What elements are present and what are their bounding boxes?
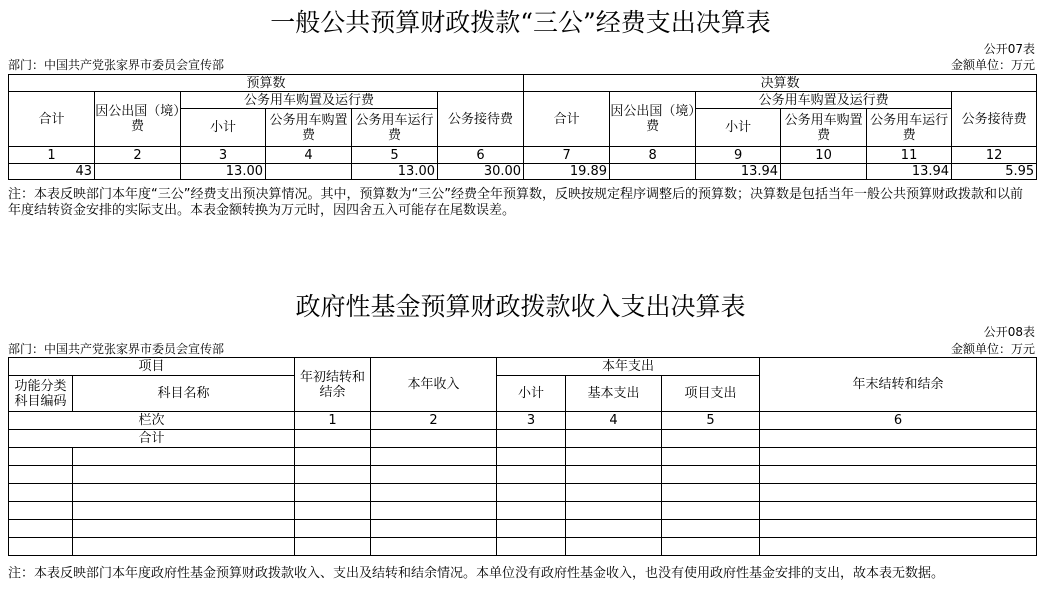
column-number: 6 [760, 412, 1037, 430]
column-number: 6 [438, 147, 524, 164]
three-public-expense-table [8, 74, 1037, 180]
column-number: 2 [371, 412, 497, 430]
table-row [9, 466, 1037, 484]
data-cell: 13.94 [696, 164, 781, 180]
data-cell [781, 164, 867, 180]
empty-cell [566, 430, 662, 448]
table1-code: 公开07表 [983, 42, 1035, 56]
empty-cell [497, 430, 566, 448]
table-row [9, 484, 1037, 502]
table2-title: 政府性基金预算财政拨款收入支出决算表 [295, 292, 746, 321]
table1-note: 注：本表反映部门本年度“三公”经费支出预决算情况。其中，预算数为“三公”经费全年预算数，反映按规定程序调整后的预算数；决算数是包括当年一般公共预算财政拨款和以前年度结转资金安排的实际支出。本表金额转换为万元时，因四舍五入可能存在尾数误差。 [8, 187, 1023, 218]
column-number: 12 [952, 147, 1037, 164]
data-cell: 13.00 [352, 164, 438, 180]
budget-total-header: 合计 [9, 92, 95, 147]
empty-cell [295, 430, 371, 448]
table-row [9, 520, 1037, 538]
subject-name-header: 科目名称 [73, 376, 295, 412]
actual-car-buy-header: 公务用车购置费 [781, 109, 867, 147]
budget-car-buy-header: 公务用车购置费 [266, 109, 352, 147]
basic-expense-header: 基本支出 [566, 376, 662, 412]
table2-note: 注：本表反映部门本年度政府性基金预算财政拨款收入、支出及结转和结余情况。本单位没有政府性基金收入，也没有使用政府性基金安排的支出，故本表无数据。 [8, 566, 945, 581]
data-cell: 13.00 [181, 164, 266, 180]
column-number: 11 [867, 147, 952, 164]
actual-car-run-header: 公务用车运行费 [867, 109, 952, 147]
data-cell [266, 164, 352, 180]
budget-reception-header: 公务接待费 [438, 92, 524, 147]
table1-title: 一般公共预算财政拨款“三公”经费支出决算表 [270, 8, 771, 37]
table1-unit: 金额单位：万元 [950, 58, 1035, 72]
end-balance-header: 年末结转和结余 [760, 358, 1037, 412]
actual-header: 决算数 [524, 75, 1037, 92]
row-index-label: 栏次 [9, 412, 295, 430]
budget-car-run-header: 公务用车运行费 [352, 109, 438, 147]
item-header: 项目 [9, 358, 295, 376]
data-cell: 19.89 [524, 164, 610, 180]
income-header: 本年收入 [371, 358, 497, 412]
function-code-header: 功能分类科目编码 [9, 376, 73, 412]
column-number: 7 [524, 147, 610, 164]
actual-abroad-header: 因公出国（境）费 [610, 92, 696, 147]
table2-unit: 金额单位：万元 [950, 342, 1035, 356]
actual-subtotal-header: 小计 [696, 109, 781, 147]
budget-header: 预算数 [9, 75, 524, 92]
column-number: 4 [566, 412, 662, 430]
column-number: 2 [95, 147, 181, 164]
column-number: 1 [295, 412, 371, 430]
table2-department: 部门：中国共产党张家界市委员会宣传部 [8, 342, 225, 356]
table1-department: 部门：中国共产党张家界市委员会宣传部 [8, 58, 225, 72]
total-row-label: 合计 [9, 430, 295, 448]
empty-cell [760, 430, 1037, 448]
column-number: 1 [9, 147, 95, 164]
data-cell: 5.95 [952, 164, 1037, 180]
data-cell: 13.94 [867, 164, 952, 180]
empty-cell [662, 430, 760, 448]
column-number: 9 [696, 147, 781, 164]
column-number: 8 [610, 147, 696, 164]
column-number: 3 [497, 412, 566, 430]
project-expense-header: 项目支出 [662, 376, 760, 412]
data-cell: 43 [9, 164, 95, 180]
budget-subtotal-header: 小计 [181, 109, 266, 147]
column-number: 5 [352, 147, 438, 164]
expense-group-header: 本年支出 [497, 358, 760, 376]
begin-balance-header: 年初结转和结余 [295, 358, 371, 412]
column-number: 4 [266, 147, 352, 164]
table-row [9, 448, 1037, 466]
actual-total-header: 合计 [524, 92, 610, 147]
column-number: 3 [181, 147, 266, 164]
column-number: 10 [781, 147, 867, 164]
budget-abroad-header: 因公出国（境）费 [95, 92, 181, 147]
actual-reception-header: 公务接待费 [952, 92, 1037, 147]
table2-code: 公开08表 [983, 325, 1035, 339]
table-row [9, 538, 1037, 556]
budget-car-group-header: 公务用车购置及运行费 [181, 92, 438, 109]
data-cell [610, 164, 696, 180]
government-fund-table [8, 357, 1037, 556]
empty-cell [371, 430, 497, 448]
column-number: 5 [662, 412, 760, 430]
table-row [9, 502, 1037, 520]
data-cell: 30.00 [438, 164, 524, 180]
data-cell [95, 164, 181, 180]
expense-subtotal-header: 小计 [497, 376, 566, 412]
actual-car-group-header: 公务用车购置及运行费 [696, 92, 952, 109]
